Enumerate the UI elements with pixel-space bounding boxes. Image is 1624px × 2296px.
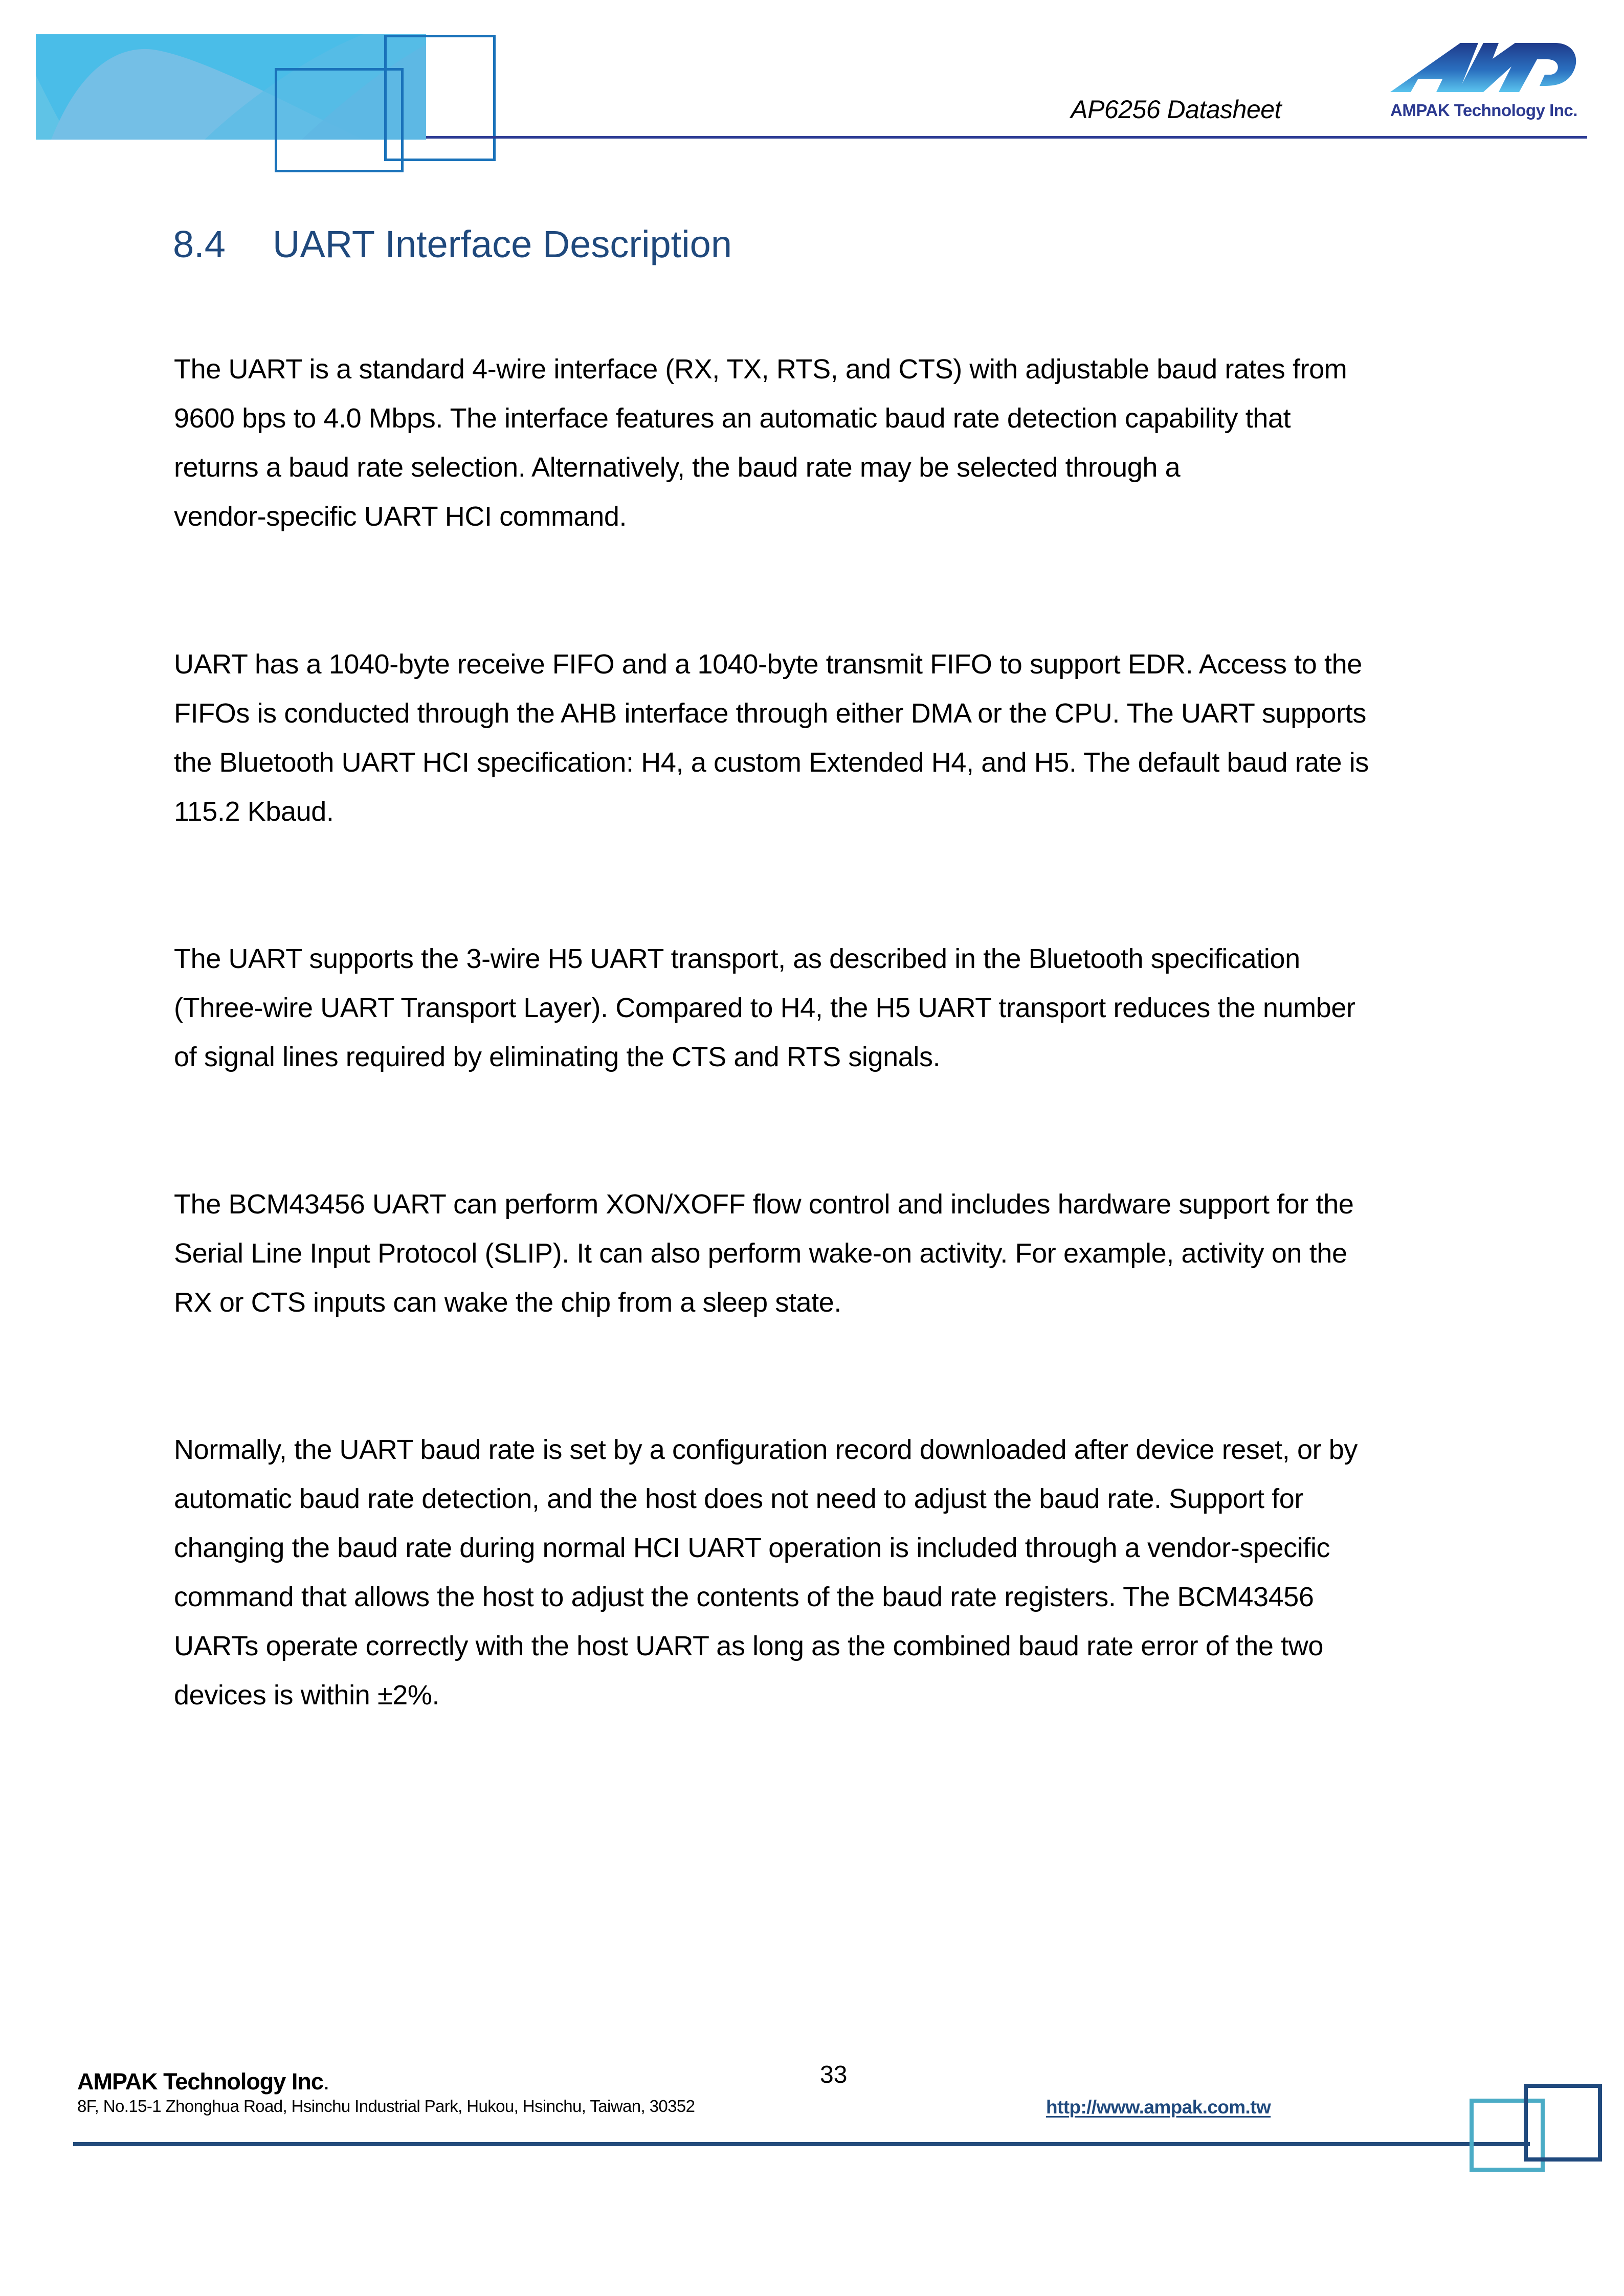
paragraph-line: (Three-wire UART Transport Layer). Compared to H4, the H5 UART transport reduces the number [174,993,1355,1023]
paragraph-line: devices is within ±2%. [174,1680,440,1710]
footer-company-name [77,2069,329,2095]
paragraph-line: 9600 bps to 4.0 Mbps. The interface features an automatic baud rate detection capability that [174,403,1291,434]
footer-company-text: AMPAK Technology Inc [77,2068,323,2095]
footer-frame-box-dark [1524,2084,1602,2162]
paragraph-line: The UART supports the 3-wire H5 UART transport, as described in the Bluetooth specification [174,943,1300,974]
page-number: 33 [820,2061,848,2088]
paragraph-uart-overview [174,345,1347,541]
paragraph-line: UARTs operate correctly with the host UART as long as the combined baud rate error of the two [174,1631,1323,1661]
logo-wordmark: AMPAK Technology Inc. [1390,101,1577,120]
header-rule [426,136,1587,139]
footer-company-suffix: . [323,2068,329,2095]
document-title: AP6256 Datasheet [1071,95,1281,124]
paragraph-line: The UART is a standard 4-wire interface (RX, TX, RTS, and CTS) with adjustable baud rates from [174,354,1347,385]
paragraph-line: Serial Line Input Protocol (SLIP). It can also perform wake-on activity. For example, activity on the [174,1238,1347,1269]
footer-rule [73,2142,1530,2146]
paragraph-line: changing the baud rate during normal HCI UART operation is included through a vendor-specific [174,1533,1330,1563]
paragraph-line: vendor-specific UART HCI command. [174,501,627,532]
footer-address: 8F, No.15-1 Zhonghua Road, Hsinchu Industrial Park, Hukou, Hsinchu, Taiwan, 30352 [77,2097,695,2115]
paragraph-baud-rate [174,1425,1358,1720]
section-heading [173,223,732,265]
paragraph-line: FIFOs is conducted through the AHB interface through either DMA or the CPU. The UART supports [174,698,1366,729]
paragraph-flow-control [174,1180,1353,1327]
footer-website-link[interactable]: http://www.ampak.com.tw [1046,2097,1271,2118]
paragraph-line: RX or CTS inputs can wake the chip from a sleep state. [174,1287,842,1318]
paragraph-line: The BCM43456 UART can perform XON/XOFF flow control and includes hardware support for the [174,1189,1354,1220]
section-title: UART Interface Description [273,223,732,265]
section-number: 8.4 [173,223,226,265]
paragraph-line: command that allows the host to adjust the contents of the baud rate registers. The BCM43456 [174,1582,1314,1612]
paragraph-line: 115.2 Kbaud. [174,796,334,827]
paragraph-fifo [174,640,1369,836]
header-frame-box-right [384,35,496,161]
paragraph-line: returns a baud rate selection. Alternatively, the baud rate may be selected through a [174,452,1181,483]
paragraph-line: Normally, the UART baud rate is set by a configuration record downloaded after device reset, or by [174,1434,1358,1465]
paragraph-line: the Bluetooth UART HCI specification: H4, a custom Extended H4, and H5. The default baud rate is [174,747,1369,778]
paragraph-line: UART has a 1040-byte receive FIFO and a 1040-byte transmit FIFO to support EDR. Access to the [174,649,1362,680]
paragraph-line: of signal lines required by eliminating the CTS and RTS signals. [174,1042,941,1072]
paragraph-line: automatic baud rate detection, and the host does not need to adjust the baud rate. Support for [174,1483,1303,1514]
paragraph-h5-transport [174,934,1355,1082]
